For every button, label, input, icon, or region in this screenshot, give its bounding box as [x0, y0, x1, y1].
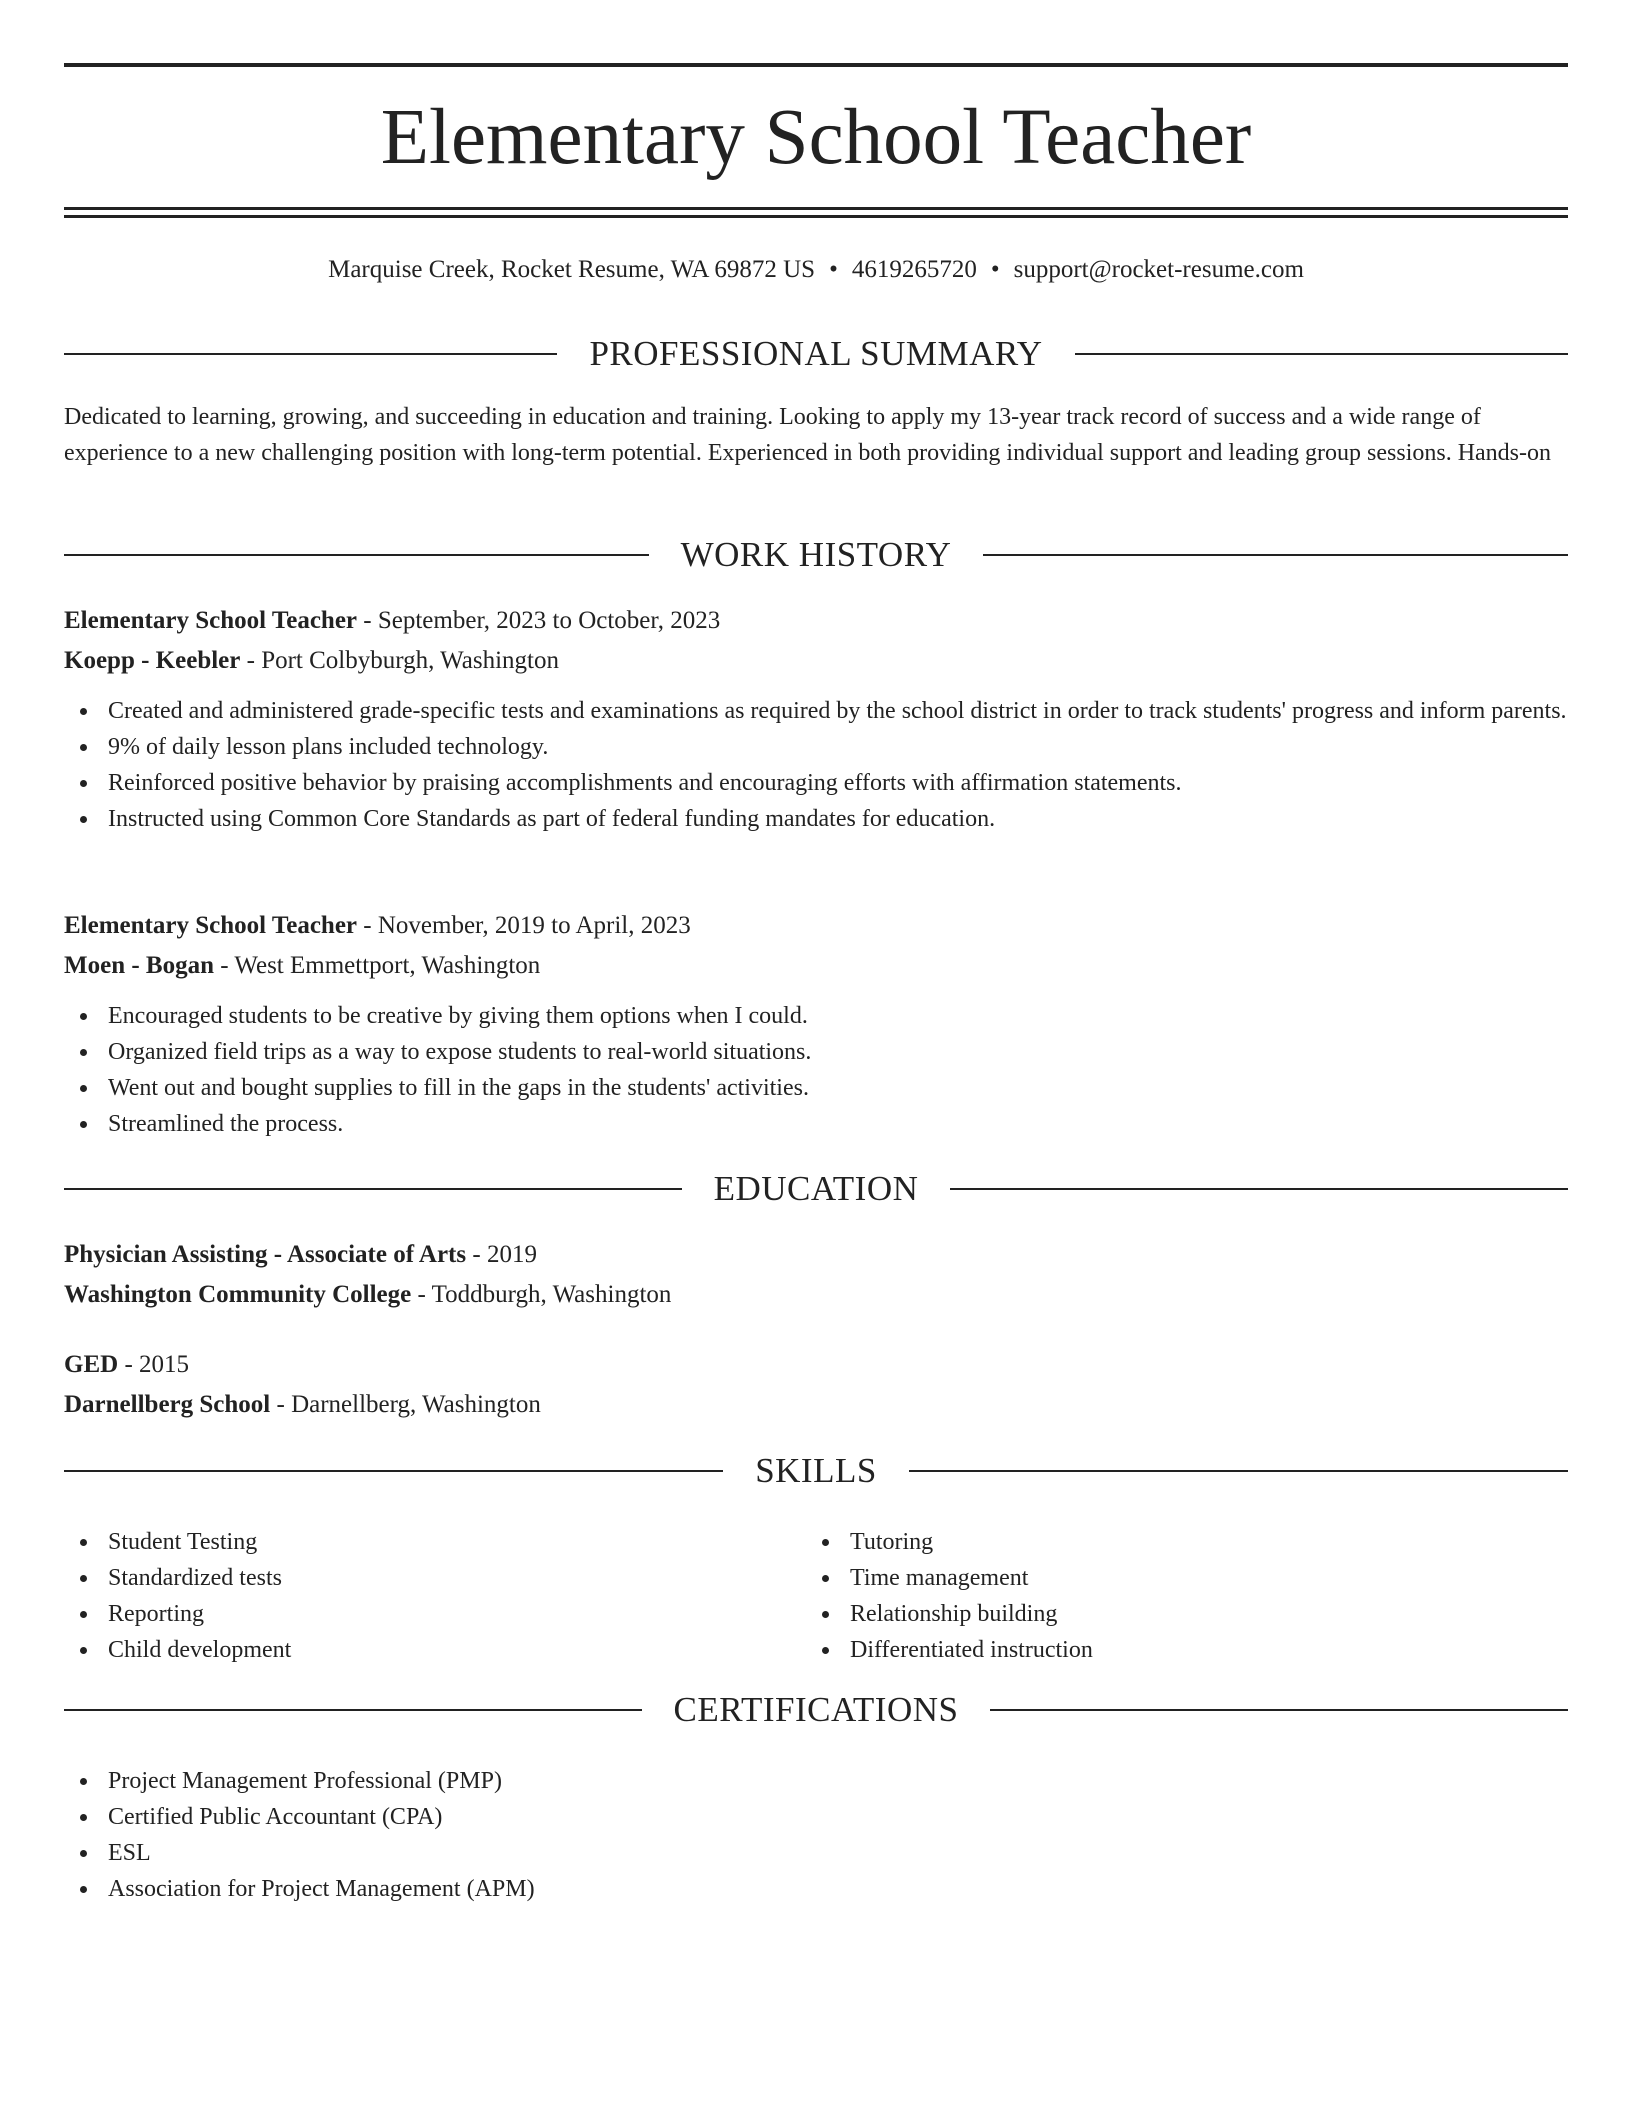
- job-title: Elementary School Teacher: [64, 607, 358, 634]
- skill-item: Reporting: [64, 1596, 804, 1632]
- skills-list: [64, 1524, 804, 1668]
- education-location: Toddburgh, Washington: [431, 1281, 672, 1308]
- education-degree: Physician Assisting - Associate of Arts: [64, 1241, 467, 1268]
- skills-column-left: [64, 1524, 804, 1668]
- section-title: EDUCATION: [713, 1169, 919, 1208]
- list-item: Instructed using Common Core Standards as part of federal funding mandates for education.: [64, 801, 1568, 837]
- skill-item: Standardized tests: [64, 1560, 804, 1596]
- job-location: West Emmettport, Washington: [234, 952, 541, 979]
- heading-rule: [990, 1709, 1568, 1711]
- section-title: CERTIFICATIONS: [673, 1690, 959, 1729]
- list-item: Reinforced positive behavior by praising accomplishments and encouraging efforts with affirmation statements.: [64, 765, 1568, 801]
- education-year: 2019: [486, 1241, 537, 1268]
- education-location: Darnellberg, Washington: [291, 1391, 541, 1418]
- job-title-row: Elementary School Teacher - November, 2019 to April, 2023: [64, 912, 691, 939]
- skill-item: Child development: [64, 1632, 804, 1668]
- section-heading-work-history: [64, 533, 1568, 577]
- education-entry: [64, 1345, 1568, 1425]
- list-item: Went out and bought supplies to fill in the gaps in the students' activities.: [64, 1070, 1568, 1106]
- education-school: Darnellberg School: [64, 1391, 271, 1418]
- contact-phone: 4619265720: [851, 256, 977, 283]
- top-rule: [64, 63, 1568, 67]
- skill-item: Relationship building: [806, 1596, 1566, 1632]
- section-heading-education: [64, 1167, 1568, 1211]
- section-title: SKILLS: [755, 1451, 877, 1490]
- job-title-row: Elementary School Teacher - September, 2023 to October, 2023: [64, 607, 721, 634]
- education-school: Washington Community College: [64, 1281, 412, 1308]
- title-double-rule: [64, 207, 1568, 218]
- education-entry: [64, 1235, 1568, 1315]
- contact-address: Marquise Creek, Rocket Resume, WA 69872 US: [328, 256, 816, 283]
- section-heading-certifications: [64, 1688, 1568, 1732]
- heading-rule: [909, 1470, 1568, 1472]
- job-bullets: [64, 693, 1568, 837]
- education-degree-row: GED - 2015: [64, 1351, 190, 1378]
- contact-email: support@rocket-resume.com: [1013, 256, 1304, 283]
- certifications-list: [64, 1763, 1568, 1907]
- contact-line: [64, 254, 1568, 286]
- list-item: Organized field trips as a way to expose students to real-world situations.: [64, 1034, 1568, 1070]
- certification-item: ESL: [64, 1835, 1568, 1871]
- section-heading-skills: [64, 1449, 1568, 1493]
- skill-item: Time management: [806, 1560, 1566, 1596]
- section-title: PROFESSIONAL SUMMARY: [589, 334, 1043, 373]
- job-location: Port Colbyburgh, Washington: [261, 647, 559, 674]
- list-item: Streamlined the process.: [64, 1106, 1568, 1142]
- education-school-row: Darnellberg School - Darnellberg, Washington: [64, 1391, 541, 1418]
- certification-item: Project Management Professional (PMP): [64, 1763, 1568, 1799]
- contact-separator: •: [829, 256, 838, 283]
- list-item: 9% of daily lesson plans included technology.: [64, 729, 1568, 765]
- job-company: Koepp - Keebler: [64, 647, 241, 674]
- certification-item: Association for Project Management (APM): [64, 1871, 1568, 1907]
- education-year: 2015: [139, 1351, 190, 1378]
- job-title: Elementary School Teacher: [64, 912, 358, 939]
- resume-title: Elementary School Teacher: [380, 94, 1252, 181]
- job-company: Moen - Bogan: [64, 952, 214, 979]
- heading-rule: [64, 353, 557, 355]
- job-dates: September, 2023 to October, 2023: [377, 607, 721, 634]
- heading-rule: [64, 1470, 723, 1472]
- heading-rule: [983, 554, 1568, 556]
- heading-rule: [64, 554, 649, 556]
- job-company-row: Moen - Bogan - West Emmettport, Washington: [64, 952, 541, 979]
- job-bullets: [64, 998, 1568, 1142]
- heading-rule: [1075, 353, 1568, 355]
- skills-list: [806, 1524, 1566, 1668]
- job-entry: [64, 906, 1568, 1142]
- list-item: Encouraged students to be creative by giving them options when I could.: [64, 998, 1568, 1034]
- skill-item: Differentiated instruction: [806, 1632, 1566, 1668]
- certifications-list-wrapper: [64, 1763, 1568, 1907]
- education-degree: GED: [64, 1351, 119, 1378]
- skill-item: Student Testing: [64, 1524, 804, 1560]
- education-degree-row: Physician Assisting - Associate of Arts - 2019: [64, 1241, 537, 1268]
- contact-separator: •: [990, 256, 1000, 283]
- section-heading-summary: [64, 332, 1568, 376]
- skills-column-right: [806, 1524, 1566, 1668]
- list-item: Created and administered grade-specific tests and examinations as required by the school district in order to track students' progress and inform parents.: [64, 693, 1568, 729]
- job-entry: [64, 601, 1568, 837]
- summary-text: Dedicated to learning, growing, and succeeding in education and training. Looking to apply my 13-year track record of success and a wide range of experience to a new challenging position with long-term potential. Experienced in both providing individual support and leading group sessions. Hands-on: [64, 404, 1552, 466]
- skill-item: Tutoring: [806, 1524, 1566, 1560]
- section-title: WORK HISTORY: [680, 535, 952, 574]
- heading-rule: [64, 1188, 682, 1190]
- education-school-row: Washington Community College - Toddburgh, Washington: [64, 1281, 672, 1308]
- certification-item: Certified Public Accountant (CPA): [64, 1799, 1568, 1835]
- job-company-row: Koepp - Keebler - Port Colbyburgh, Washington: [64, 647, 559, 674]
- job-dates: November, 2019 to April, 2023: [377, 912, 691, 939]
- heading-rule: [64, 1709, 642, 1711]
- heading-rule: [950, 1188, 1568, 1190]
